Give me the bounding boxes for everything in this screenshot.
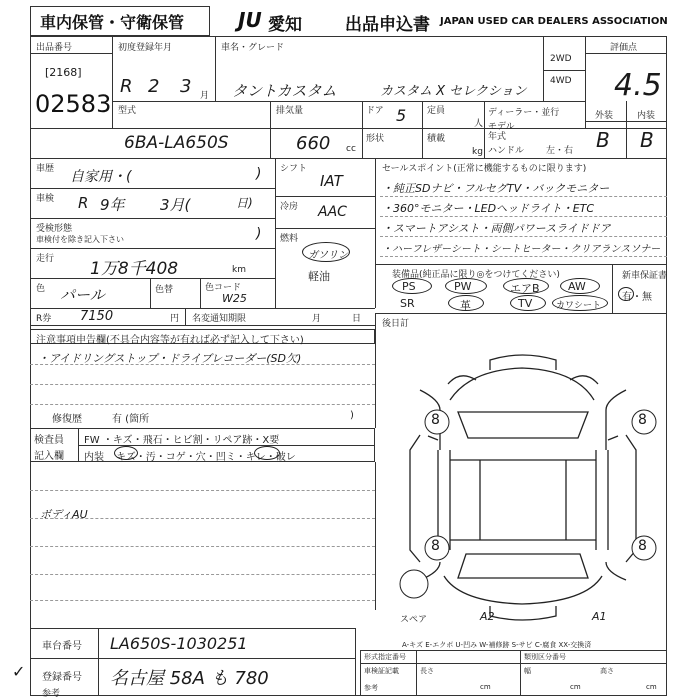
free-line [30,574,375,575]
fuel-value: ガソリン [308,250,348,261]
first-reg-label: 初度登録年月 [118,43,173,53]
color-code-value: W25 [222,292,247,305]
tire-rear-left: 8 [431,538,440,554]
tire-front-left: 8 [431,412,440,428]
equipment-bottom [375,313,667,314]
recycle-divider [185,308,186,325]
grade: カスタム X セレクション [380,84,527,99]
height-label: 高さ [600,667,614,675]
load-unit: kg [472,147,483,157]
equipment-kawa-seat: カワシート [556,301,602,311]
handle-label: ハンドル [488,146,525,156]
width-label: 幅 [524,667,531,675]
inspection-year: 9年 [100,196,125,214]
score-label-line [585,53,667,54]
capacity-unit: 人 [474,119,484,129]
color-label: 色 [36,284,46,294]
load-label: 積載 [427,134,446,144]
model-type-label: 形式指定番号 [364,653,406,661]
shift-value: IAT [320,172,343,190]
row1-bottom-line [30,128,667,129]
form-title: 出品申込書 [345,15,430,35]
color-code-label: 色コード [205,283,242,293]
dealer-label: ディーラー・並行 [488,108,560,118]
equipment-heading: 装備品(純正品に限り◎をつけてください) [392,270,560,280]
interior-mark-circle [114,446,138,460]
spec-line [275,196,375,197]
report-value: ・アイドリングストップ・ドライブレコーダー(SD欠) [38,352,302,365]
entry-label: 記入欄 [34,451,64,462]
drive-divider [543,70,585,71]
color-divider [150,278,151,308]
row2-top-line [112,101,585,102]
row2-divider [484,101,485,158]
dimension-box [360,650,667,696]
tire-front-right: 8 [638,412,647,428]
inspection-era: R [78,194,89,212]
body-note: ボディAU [40,508,88,521]
notes-divider [375,313,376,428]
ref-label: 参考 [42,689,61,699]
mark-a1: A1 [592,610,607,623]
shift-label: シフト [280,164,308,174]
displacement-label: 排気量 [276,106,304,116]
displacement-unit: cc [346,144,356,154]
recycle-value: 7150 [80,309,114,324]
month-unit: 月 [200,91,210,101]
color-value: パール [60,286,105,304]
ext-int-line [585,121,667,122]
interior-mark-circle [254,446,280,460]
fuel-label: 燃料 [280,234,299,244]
damage-legend: A-キズ E-エクボ U-凹み W-補修跡 S-サビ C-腐食 XX-交換済 [402,641,592,649]
history-value: 自家用・( [70,169,132,185]
transfer-close: ) [256,226,262,242]
cm-unit: cm [646,683,657,691]
equipment-sr: SR [400,297,415,310]
spec-line [275,228,375,229]
interior-row-label: 内装 [84,452,104,463]
sp-line [380,236,667,237]
reg-cert-label: 車検証記載 [364,667,399,675]
ju-logo: JU [238,8,262,32]
free-line [30,546,375,547]
selling-point-line: ・スマートアシスト・両側パワースライドドア [382,222,611,235]
recycle-label: R券 [36,314,52,324]
recycle-unit: 円 [170,314,180,324]
car-diagram [380,340,667,630]
dim-divider [520,650,521,696]
row2-divider [422,101,423,158]
footer-divider [98,628,99,696]
inspection-label: 車検 [36,194,55,204]
color-divider [200,278,201,308]
sp-line [380,196,667,197]
report-heading: 注意事項申告欄(不具合内容等が有れば必ず記入して下さい) [36,335,304,346]
row2-divider [270,101,271,158]
row1-divider [215,36,216,101]
footer-right [355,628,356,696]
inspector-label: 検査員 [34,435,64,446]
lot-label-line [30,53,112,54]
lot-label: 出品番号 [36,43,73,53]
mileage-unit: km [232,265,246,275]
equipment-leather: 革 [460,299,471,312]
cm-unit: cm [570,683,581,691]
model-value: 6BA-LA650S [124,133,229,153]
first-reg-month: 3 [180,76,192,97]
doors-label: ドア [366,106,384,116]
repair-label: 修復歴 [52,414,82,425]
interior-row: キズ・汚・コゲ・穴・凹ミ・キレ・破レ [116,452,296,463]
history-line [30,248,275,249]
shape-label: 形状 [366,134,385,144]
warranty-label: 新車保証書 [622,271,668,281]
name-change-label: 名変通知期限 [192,314,247,324]
equipment-tv: TV [518,297,533,310]
first-reg-year: 2 [148,76,160,97]
chassis-value: LA650S-1030251 [110,634,248,653]
mileage-value: 1万8千408 [90,259,179,279]
interior-value: B [640,128,654,152]
mark-a2: A2 [480,610,495,623]
equipment-airbag: エアB [510,282,540,295]
dim-line [360,663,667,664]
footer-mid [30,658,355,659]
selling-point-line: ・360°モニター・LEDヘッドライト・ETC [382,202,595,215]
lot-small: [2168] [45,66,82,79]
row2-divider [362,101,363,158]
row1-divider [112,36,113,128]
row2-divider [626,101,627,158]
score-value: 4.5 [614,68,662,103]
selling-points-heading: セールスポイント(正常に機能するものに限ります) [382,164,587,174]
body-divider [375,462,376,610]
history-divider [275,158,276,308]
sp-line [380,256,667,257]
row1-divider [585,36,586,128]
recycle-line [30,325,375,326]
repair-close: ) [350,410,354,421]
cm-unit: cm [480,683,491,691]
row1-divider [543,36,544,101]
tire-rear-right: 8 [638,538,647,554]
ac-value: AAC [318,204,347,220]
ref-label2: 参考 [364,684,378,692]
name-change-month: 月 [312,314,322,324]
transfer-label: 受検形態 [36,224,73,234]
equipment-ps: PS [402,280,416,293]
car-name: タントカスタム [232,82,337,100]
equipment-aw: AW [568,280,586,293]
plate-value: 名古屋 58A も 780 [110,668,269,689]
model-year-label: モデル [488,122,515,132]
checkmark: ✓ [12,662,26,681]
mileage-label: 走行 [36,254,55,264]
selling-point-line: ・純正SDナビ・フルセグTV・バックモニター [382,182,610,195]
model-label: 型式 [118,106,137,116]
first-reg-era: R [120,76,133,97]
spec-divider [375,158,376,308]
handle-options: 左・右 [546,146,574,156]
fuel-alt: 軽油 [308,270,330,283]
capacity-label: 定員 [427,106,446,116]
inspection-close: 日) [236,196,253,210]
region-name: 愛知 [268,15,302,35]
name-change-day: 日 [352,314,362,324]
interior-label: 内装 [637,111,656,121]
warranty-options: 有・無 [622,292,652,303]
score-label: 評価点 [610,43,638,53]
warranty-divider [612,264,613,313]
report-line [30,384,375,385]
history-line [30,218,275,219]
displacement-value: 660 [296,133,331,154]
history-close: ) [256,166,262,182]
transfer-sub: 車検付を除き記入下さい [36,235,124,244]
equipment-pw: PW [454,280,472,293]
report-line [30,404,375,405]
model-year-label2: 年式 [488,132,507,142]
footer-top [30,628,355,629]
selling-point-line: ・ハーフレザーシート・シートヒーター・クリアランスソナー [382,244,661,255]
class-label: 類別区分番号 [524,653,566,661]
history-label: 車歴 [36,164,55,174]
chassis-label: 車台番号 [42,641,82,652]
dim-divider [416,650,417,696]
inspection-month: 3月( [160,196,191,214]
row2-mid-line [362,128,484,129]
doors-value: 5 [396,106,407,125]
association-name: JAPAN USED CAR DEALERS ASSOCIATION [440,16,668,27]
repair-options: 有 (箇所 [112,414,150,425]
equipment-top [375,264,667,265]
free-line [30,490,375,491]
row2-bottom-line [30,158,667,159]
color-change-label: 色替 [155,285,174,295]
history-line [30,188,275,189]
fw-row: FW ・キズ・飛石・ヒビ割・リペア跡・X要 [84,435,280,446]
postscript-label: 後日訂 [382,319,410,329]
spare-label: スペア [400,615,428,625]
exterior-value: B [596,128,610,152]
free-line [30,600,375,601]
drive-2wd: 2WD [550,54,572,64]
length-label: 長さ [420,667,434,675]
spare-tire-icon [400,570,428,598]
ac-label: 冷房 [280,202,299,212]
car-name-label: 車名・グレード [221,43,285,53]
exterior-label: 外装 [595,111,614,121]
plate-label: 登録番号 [42,672,82,683]
drive-4wd: 4WD [550,76,572,86]
storage-label: 車内保管・守衛保管 [40,13,185,32]
sp-line [380,216,667,217]
lot-number: 02583 [35,90,112,118]
